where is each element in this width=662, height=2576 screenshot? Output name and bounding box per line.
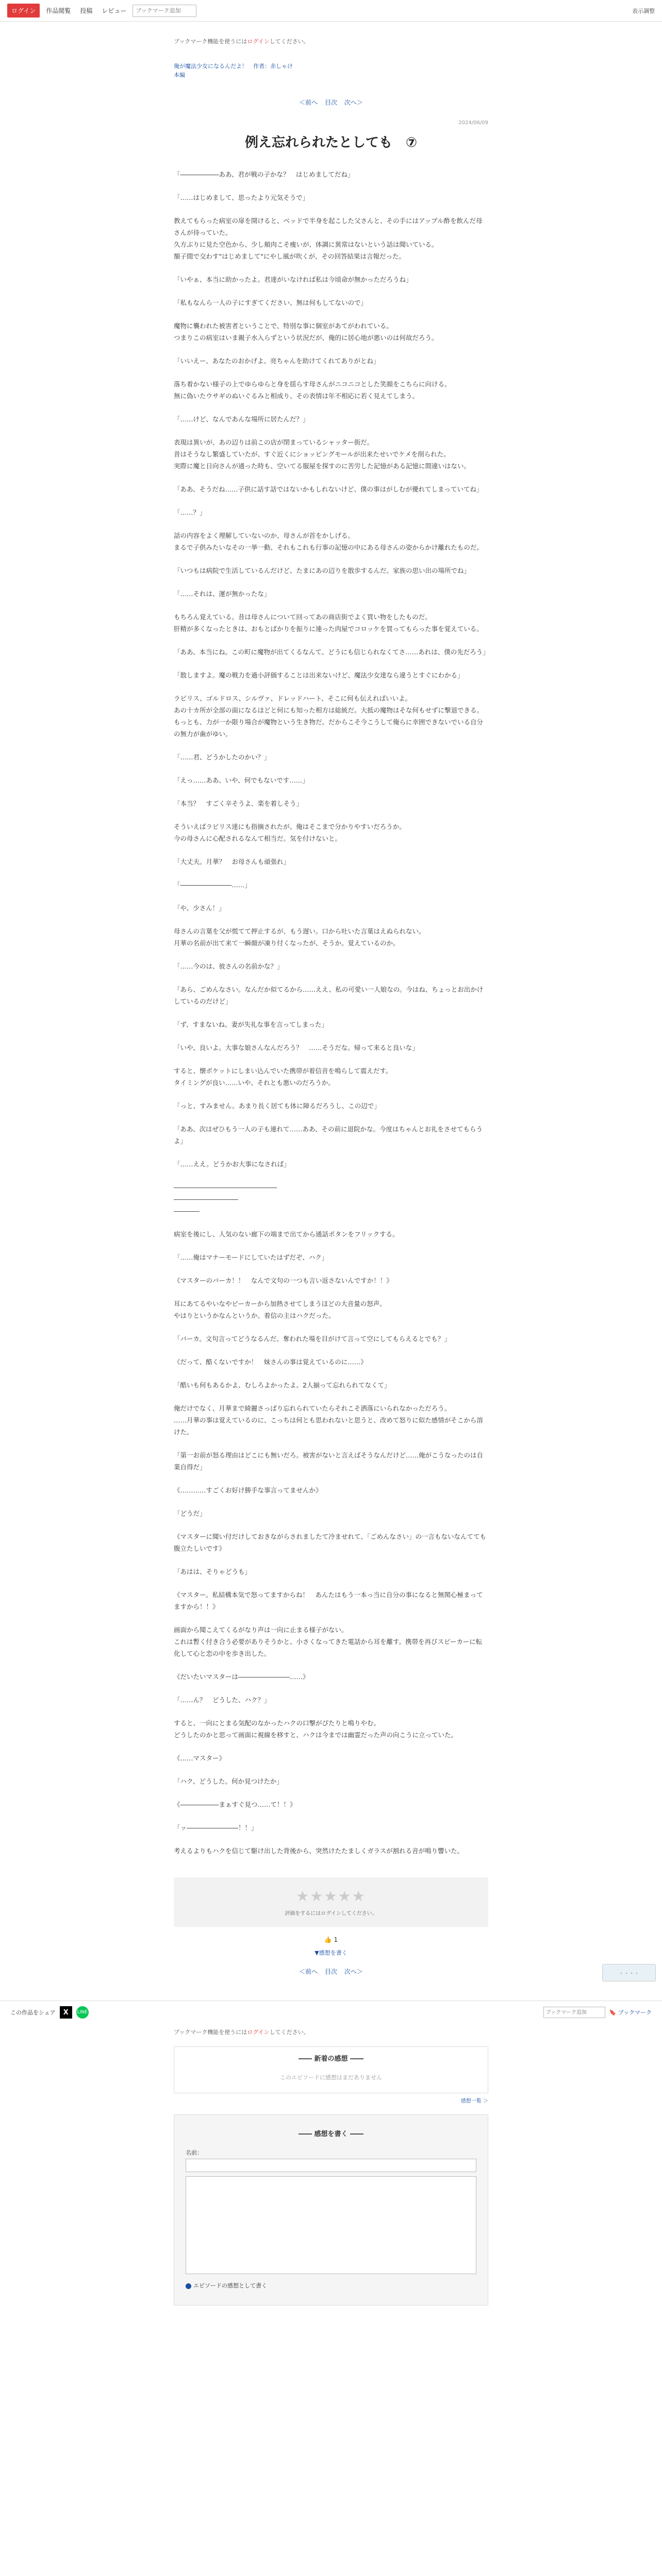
- paragraph: 「……今のは、彼さんの名前かな？」: [174, 962, 284, 970]
- x-share-icon[interactable]: X: [60, 2006, 72, 2019]
- bookmark-login-link-bottom[interactable]: ログイン: [247, 2029, 270, 2036]
- pager-bottom: [174, 1967, 488, 1976]
- main-content: [174, 22, 488, 1976]
- chapter-body: [174, 168, 488, 1857]
- impression-form-title: ―― 感想を書く ――: [298, 2130, 364, 2138]
- paragraph: 「いや、良いよ。大事な娘さんなんだろう？ ……そうだな。帰って来ると良いな」: [174, 1044, 419, 1052]
- paragraph: 「酷いも何もあるかよ、むしろよかったよ。2人揃って忘れられてなくて」: [174, 1381, 391, 1389]
- paragraph: ―――――――――――――――― ―――――――――― ――――: [174, 1183, 277, 1215]
- paragraph: 「――――――――……」: [174, 881, 252, 889]
- paragraph: 表現は異いが、あの辺りは前この店が閉まっているシャッター街だ。 昔はそうなし繁盛していたが、すぐ近くにショッピングモールが出来たせいでケメを削られた。 実際に魔と日向さんが通った時も、空いてる服屋を探すのに苦労した記憶がある記憶に間違いはない。: [174, 438, 471, 470]
- bookmark-add-button[interactable]: 🔖 ブックマーク: [609, 2009, 652, 2016]
- paragraph: 「どうだ」: [174, 1510, 206, 1517]
- share-label: この作品をシェア: [10, 2009, 56, 2016]
- paragraph: 「……君、どうかしたのかい？」: [174, 753, 271, 761]
- paragraph: 《マスターのバーカ！！ なんで文句の一つも言い返さないんですか！！》: [174, 1277, 393, 1284]
- paragraph: 《……マスター》: [174, 1754, 226, 1762]
- bookmark-input-bottom[interactable]: [543, 2007, 605, 2018]
- paragraph: 「――――――ああ、君が戦の子かな？ はじめましてだね」: [174, 171, 354, 178]
- paragraph: 「散しますよ。魔の戦力を過小評価することは出来ないけど、魔法少女達なら違うとすぐにわかる」: [174, 671, 464, 679]
- paragraph: 耳にあてるやいなやビーカーから加熱させてしまうほどの大音量の怒声。 やはりというかなんというか、着信の主はハクだった。: [174, 1300, 386, 1319]
- toc-link-bottom[interactable]: 目次: [324, 1968, 337, 1975]
- paragraph: もちろん覚えている。昔は母さんについて回ってあの商店街でよく買い物をしたものだ。 肝精が多くなったときは、おもとばかりを振りに連った肉屋でコロッケを買ってもらった事を覚えている。: [174, 613, 483, 633]
- paragraph: 魔物に襲われた被害者ということで、特別な事に個室があてがわれている。 つまりこの病室はいま親子水入らずという状況だが、俺的に居心地が悪いのは何故だろう。: [174, 322, 438, 342]
- chapter-title: 例え忘れられたとしても ⑦: [244, 135, 417, 150]
- paragraph: 「……ええ。どうかお大事になされば」: [174, 1160, 290, 1168]
- episode-option[interactable]: [186, 2281, 476, 2290]
- paragraph: 「ああ、そうだね……子供に話す話ではないかもしれないけど、僕の事はがしむが優れてしまっていてね」: [174, 485, 483, 493]
- paragraph: 「バーカ。文句言ってどうなるんだ。奪われた場を目がけて言って空にしてもらえるとでも？」: [174, 1335, 451, 1343]
- paragraph: 「いやぁ、本当に助かったよ。君達がいなければ私は今頃命が無かっただろうね」: [174, 276, 412, 283]
- paragraph: 「……それは、運が無かったな」: [174, 590, 271, 598]
- work-meta: [174, 62, 488, 79]
- paragraph: 「……？」: [174, 509, 206, 516]
- paragraph: 話の内容をよく理解していないのか、母さんが首をかしげる。 まるで子供みたいなその一挙一動、それもこれも行事の記憶の中にある母さんの姿からかけ離れたものだ。: [174, 532, 483, 551]
- prev-link-bottom[interactable]: ＜前へ: [299, 1968, 318, 1975]
- paragraph: 母さんの言葉を父が慌てて押止するが、もう遅い。口から吐いた言葉はえぬられない。 月華の名前が出て来て一瞬顔が凍り付くなったが、そうか。覚えているのか。: [174, 927, 425, 947]
- write-impression-link[interactable]: ▼感想を書く: [315, 1950, 347, 1956]
- nav-link-review[interactable]: レビュー: [102, 7, 127, 14]
- paragraph: 「あら、ごめんなさい。なんだか似てるから……ええ、私の可愛い一人娘なの。今はね、ちょっとお出かけしているのだけど」: [174, 986, 484, 1005]
- recent-impressions-empty: このエピソードに感想はまだありません: [280, 2074, 382, 2081]
- paragraph: 教えてもらった病室の扉を開けると、ベッドで半身を起こした父さんと、その手にはアップル酢を飲んだ母さんが待っていた。 久方ぶりに見た空色から、少し頬肉こそ痩いが、体調に異常はないという話は聞いている。 額子間で交わす"はじめまして"にやし風が吹くが、その回答結果は言報だった。: [174, 217, 483, 260]
- paragraph: 「……ん？ どうした、ハク？」: [174, 1696, 271, 1704]
- paragraph: ラピリス、ゴルドロス、シルヴァ、ドレッドハート、そこに何も伝えればいいよ。 あの十カ所が全部の面になるほどと何にも知った相方は総統だ。大抵の魔物はそな何もせずに撃退できる。 もっとも、力が一か限り場合が魔物という生き物だ。だからこそ今こうして俺らに幸囲できないでいる自分の無力が歯がゆい。: [174, 694, 484, 738]
- pager-top: [174, 98, 488, 107]
- paragraph: すると、懐ポケットにしまい込んでいた携帯が着信音を鳴らして震えだす。 タイミングが良い……いや、それとも悪いのだろうか。: [174, 1067, 392, 1087]
- paragraph: 《だいたいマスターは――――――――……》: [174, 1673, 309, 1681]
- name-label: 名前：: [186, 2149, 203, 2156]
- bottom-content: [174, 2024, 488, 2306]
- paragraph: 「ッ――――――――！！」: [174, 1824, 258, 1832]
- paragraph: 「えっ……ああ、いや、何でもないです……」: [174, 776, 309, 784]
- paragraph: 《――――――まぁすぐ見つ……て！！》: [174, 1801, 296, 1808]
- nav-link-post[interactable]: 投稿: [80, 7, 93, 14]
- paragraph: 落ち着かない様子の上でゆらゆらと身を揺らす母さんがニコニコとした笑顔をこちらに向ける。 無に偽いたウサギのぬいぐるみと相成り、その表情は年不相応に若く見えてしまう。: [174, 380, 451, 400]
- paragraph: 「……けど、なんであんな場所に居たんだ？」: [174, 415, 309, 423]
- paragraph: 「あはは、そりゃどうも」: [174, 1568, 252, 1575]
- work-section[interactable]: 本編: [174, 72, 185, 78]
- bookmark-notice: [174, 22, 488, 45]
- paragraph: 「ず、すまないね。妻が失礼な事を言ってしまった」: [174, 1021, 328, 1028]
- nav-link-browse[interactable]: 作品閲覧: [46, 7, 71, 14]
- paragraph: 「いつもは病院で生活しているんだけど、たまにあの辺りを散歩するんだ。家族の思い出の場所でね」: [174, 567, 471, 574]
- toc-link[interactable]: 目次: [324, 99, 337, 106]
- paragraph: 画面から聞こえてくるがなり声は一向に止まる様子がない。 これは暫く付き合う必要がありそうかと、小さくなってきた電話から耳を離す。携帯を再びスピーカーに転化して心と恋の中を歩き出した。: [174, 1626, 483, 1657]
- paragraph: 俺だけでなく、月華まで綺麗さっぱり忘れられていたらそれこそ洒落にいられなかっただろう。 ……月華の事は覚えているのに、こっちは何とも思われないと思うと、改めて怒りに似た感情がそこから溶けた。: [174, 1404, 483, 1436]
- work-title-author[interactable]: 俺が魔法少女になるんだよ！ 作者：赤しゃけ: [174, 63, 293, 70]
- bookmark-input[interactable]: [133, 5, 196, 17]
- paragraph: 《だって、酷くないですか！ 妹さんの事は覚えているのに……》: [174, 1358, 367, 1366]
- display-settings-link[interactable]: 表示調整: [632, 7, 655, 14]
- bookmark-notice2-prefix: ブックマーク機能を使うには: [174, 2029, 247, 2036]
- top-bar: [0, 0, 662, 22]
- episode-option-label: エピソードの感想として書く: [193, 2282, 267, 2289]
- impressions-list-link[interactable]: 感想一覧 ＞: [460, 2098, 488, 2104]
- paragraph: 「ハク、どうした。何か見つけたか」: [174, 1777, 284, 1785]
- bookmark-notice-bottom: [174, 2024, 488, 2036]
- paragraph: 「ああ、本当にね。この町に魔物が出てくるなんて、どうにも信じられなくてさ……あれは、僕の先だろう」: [174, 648, 489, 656]
- paragraph: 「大丈夫。月華？ お母さんも頑張れ」: [174, 858, 290, 866]
- paragraph: 考えるよりもハクを信じて駆け出した背後から、突然けたたましくガラスが割れる音が鳴り響いた。: [174, 1847, 464, 1855]
- prev-link[interactable]: ＜前へ: [299, 99, 318, 106]
- line-share-icon[interactable]: LINE: [76, 2006, 89, 2019]
- name-input[interactable]: [186, 2159, 476, 2172]
- paragraph: 「ああ、次はぜひもう一人の子も連れて……ああ、その前に退院かな。今度はちゃんとお礼をさせてもらうよ」: [174, 1125, 483, 1145]
- paragraph: 「……俺はマナーモードにしていたはずだぞ、ハク」: [174, 1253, 328, 1261]
- paragraph: すると、一向にとまる気配のなかったハクの口撃がぴたりと鳴りやむ。 どうしたのかと思って画面に視線を移すと、ハクは今までは幽霊だった声の向こうに立っていた。: [174, 1719, 458, 1739]
- next-link-bottom[interactable]: 次へ＞: [344, 1968, 363, 1975]
- radio-checked-icon[interactable]: [186, 2283, 191, 2289]
- paragraph: 「本当？ すごく辛そうよ、楽を着しそう」: [174, 800, 303, 807]
- bookmark-notice-suffix: してください。: [269, 38, 309, 45]
- bookmark-notice-prefix: ブックマーク機能を使うには: [174, 38, 247, 45]
- paragraph: そういえばラピリス達にも指摘されたが、俺はそこまで分かりやすいだろうか。 今の母さんに心配されるなんて相当だ。気を付けないと。: [174, 823, 406, 842]
- next-link[interactable]: 次へ＞: [344, 99, 363, 106]
- paragraph: 《…………すごくお好け勝手な事言ってませんか》: [174, 1486, 322, 1494]
- side-floating-button[interactable]: ・・・・: [602, 1964, 656, 1981]
- rating-note: 評価をするにはログインしてください。: [285, 1911, 377, 1917]
- paragraph: 「私もなんら一人の子にすぎてください、無は何もしてないので」: [174, 299, 368, 307]
- publish-date: 2024/06/09: [458, 120, 488, 126]
- share-bar: [0, 2001, 662, 2024]
- like-count[interactable]: 👍 1: [324, 1936, 338, 1943]
- bookmark-login-link[interactable]: ログイン: [247, 38, 270, 45]
- recent-impressions: [174, 2046, 488, 2093]
- paragraph: 《マスターに聞い付だけしておきながらされましたて冷ませれて、「ごめんなさい」の一言もないなんてても腹立たしいです》: [174, 1533, 487, 1552]
- paragraph: 病室を後にし、人気のない廊下の端まで出てから通話ボタンをフリックする。: [174, 1230, 399, 1238]
- rating-box: [174, 1877, 488, 1927]
- paragraph: 「っと、すみません。あまり長く居ても体に障るだろうし、この辺で」: [174, 1102, 380, 1110]
- paragraph: 「いいえー、あなたのおかげよ。亮ちゃんを助けてくれてありがとね」: [174, 357, 380, 365]
- impression-form: [174, 2114, 488, 2306]
- rating-stars[interactable]: ★★★★★: [296, 1888, 366, 1905]
- paragraph: 「や、少さん！」: [174, 904, 225, 912]
- login-button[interactable]: ログイン: [7, 4, 40, 18]
- paragraph: 《マスター。私結構本気で怒ってますからね！ あんたはもう一本っ当に自分の事になると無関心極まってますから！！》: [174, 1591, 483, 1611]
- recent-impressions-title: ―― 新着の感想 ――: [298, 2055, 364, 2063]
- impression-textarea[interactable]: [186, 2176, 476, 2274]
- paragraph: 「……はじめまして、思ったより元気そうで」: [174, 194, 309, 201]
- bookmark-notice2-suffix: してください。: [269, 2029, 309, 2036]
- paragraph: 「第一お前が怒る理由はどこにも無いだろ。被害がないと言えばそうなんだけど……俺がこうなったのは自業自得だ」: [174, 1451, 484, 1471]
